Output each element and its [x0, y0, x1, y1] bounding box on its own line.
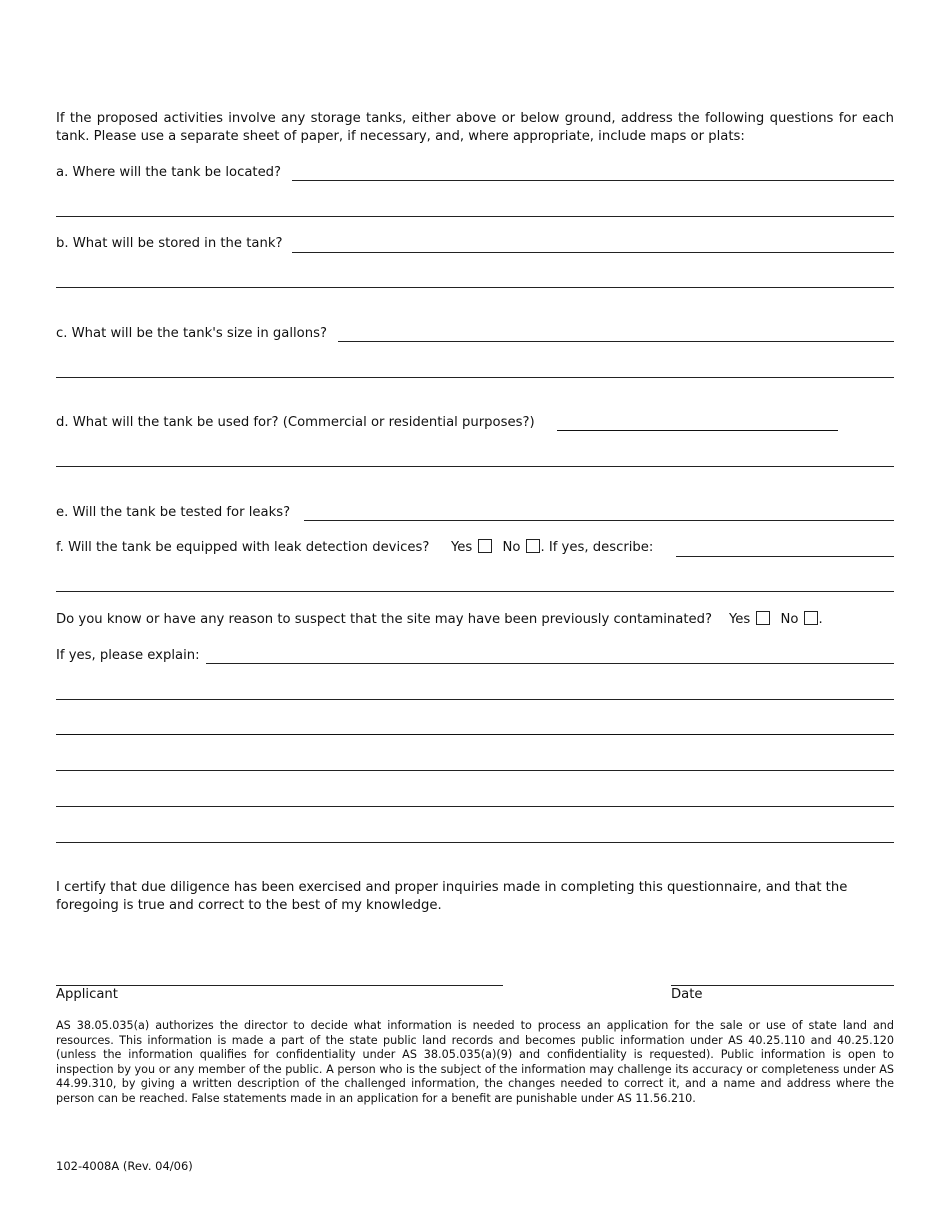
applicant-label: Applicant [56, 987, 118, 1002]
applicant-signature-line[interactable] [56, 985, 503, 986]
question-d-label: d. What will the tank be used for? (Commercial or residential purposes?) [56, 415, 535, 430]
explain-answer-line-1[interactable] [206, 663, 894, 664]
question-f-options [451, 539, 653, 557]
question-a-label: a. Where will the tank be located? [56, 165, 282, 180]
contamination-options [729, 611, 823, 629]
explain-answer-line-6[interactable] [56, 842, 894, 843]
question-f-answer-line-2[interactable] [56, 591, 894, 592]
question-c-answer-line-1[interactable] [338, 341, 894, 342]
question-a-answer-line-2[interactable] [56, 216, 894, 217]
question-d-answer-line-2[interactable] [56, 466, 894, 467]
contamination-end-period: . [818, 612, 823, 627]
question-f-yes-label: Yes [451, 540, 473, 555]
date-label: Date [671, 987, 703, 1002]
question-c-answer-line-2[interactable] [56, 377, 894, 378]
contamination-yes-checkbox[interactable] [756, 611, 770, 625]
legal-notice: AS 38.05.035(a) authorizes the director to decide what information is needed to process an application for the sale or use of state land and resources. This information is made a part of the state public land records and becomes public information under AS 40.25.110 and 40.25.120 (unless the information qualifies for confidentiality under AS 38.05.035(a)(9) and confidentiality is requested). Public information is open to inspection by you or any member of the public. A person who is the subject of the information may challenge its accuracy or completeness under AS 44.99.310, by giving a written description of the challenged information, the changes needed to correct it, and a name and address where the person can be reached. False statements made in an application for a benefit are punishable under AS 11.56.210. [56, 1019, 894, 1105]
question-e-label: e. Will the tank be tested for leaks? [56, 505, 291, 520]
question-f-no-checkbox[interactable] [526, 539, 540, 553]
certification-paragraph: I certify that due diligence has been exercised and proper inquiries made in completing this questionnaire, and that the foregoing is true and correct to the best of my knowledge. [56, 880, 848, 913]
question-f-no-label: No [502, 540, 521, 555]
question-a-answer-line-1[interactable] [292, 180, 894, 181]
question-c-label: c. What will be the tank's size in gallons? [56, 326, 327, 341]
question-f-answer-line-1[interactable] [676, 556, 894, 557]
question-b-answer-line-2[interactable] [56, 287, 894, 288]
contamination-yes-label: Yes [729, 612, 751, 627]
question-b-label: b. What will be stored in the tank? [56, 236, 283, 251]
contamination-no-checkbox[interactable] [804, 611, 818, 625]
explain-answer-line-5[interactable] [56, 806, 894, 807]
question-b-answer-line-1[interactable] [292, 252, 894, 253]
explain-answer-line-4[interactable] [56, 770, 894, 771]
question-d-answer-line-1[interactable] [557, 430, 838, 431]
question-e-answer-line[interactable] [304, 520, 894, 521]
contamination-question-label: Do you know or have any reason to suspect that the site may have been previously contaminated? [56, 612, 713, 627]
explain-answer-line-3[interactable] [56, 734, 894, 735]
date-line[interactable] [671, 985, 894, 986]
question-f-describe-label: . If yes, describe: [540, 540, 654, 555]
form-number: 102-4008A (Rev. 04/06) [56, 1159, 193, 1173]
question-f-label: f. Will the tank be equipped with leak detection devices? [56, 540, 430, 555]
explain-answer-line-2[interactable] [56, 699, 894, 700]
explain-label: If yes, please explain: [56, 648, 200, 663]
question-f-yes-checkbox[interactable] [478, 539, 492, 553]
contamination-no-label: No [780, 612, 799, 627]
intro-paragraph: If the proposed activities involve any storage tanks, either above or below ground, address the following questions for each tank. Please use a separate sheet of paper, if necessary, and, where appropriate, include maps or plats: [56, 111, 894, 144]
